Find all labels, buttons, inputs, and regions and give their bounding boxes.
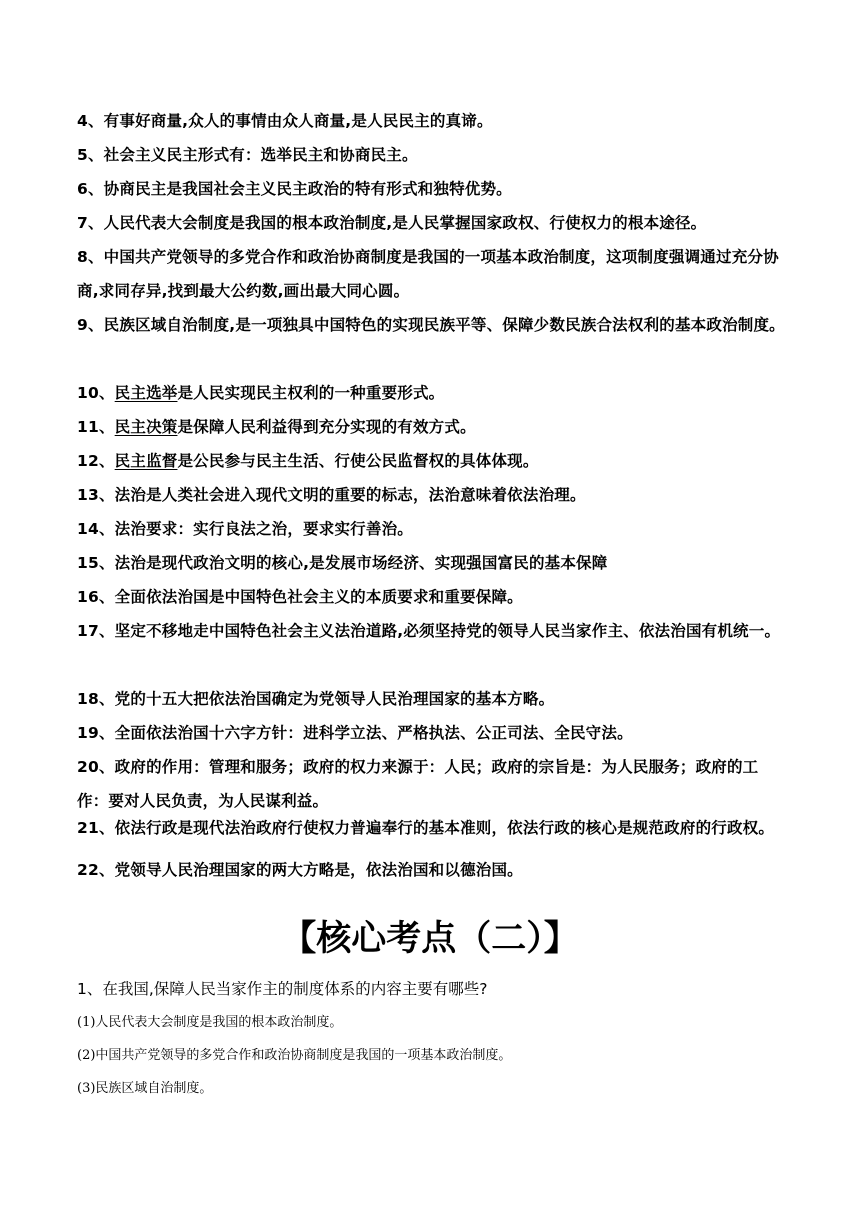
- point-4: 4、有事好商量,众人的事情由众人商量,是人民民主的真谛。: [77, 112, 493, 130]
- point-17: 17、坚定不移地走中国特色社会主义法治道路,必须坚持党的领导人民当家作主、依法治国有机统一。: [77, 622, 781, 640]
- point-10-number: 10、: [77, 384, 115, 402]
- point-11-keyword: 民主决策: [114, 418, 178, 436]
- point-10-keyword: 民主选举: [114, 384, 178, 402]
- point-9: 9、民族区域自治制度,是一项独具中国特色的实现民族平等、保障少数民族合法权利的基本政治制度。: [77, 316, 785, 334]
- point-15: 15、法治是现代政治文明的核心,是发展市场经济、实现强国富民的基本保障: [77, 554, 608, 572]
- point-10-text: 是人民实现民主权利的一种重要形式。: [177, 384, 445, 402]
- point-7: 7、人民代表大会制度是我国的根本政治制度,是人民掌握国家政权、行使权力的根本途径。: [77, 214, 707, 232]
- point-14: 14、法治要求：实行良法之治，要求实行善治。: [77, 520, 413, 538]
- point-19: 19、全面依法治国十六字方针：进科学立法、严格执法、公正司法、全民守法。: [77, 724, 633, 742]
- point-18: 18、党的十五大把依法治国确定为党领导人民治理国家的基本方略。: [77, 690, 555, 708]
- point-13: 13、法治是人类社会进入现代文明的重要的标志，法治意味着依法治理。: [77, 486, 586, 504]
- point-11-text: 是保障人民利益得到充分实现的有效方式。: [177, 418, 476, 436]
- point-12-number: 12、: [77, 452, 115, 470]
- point-12-keyword: 民主监督: [114, 452, 178, 470]
- answer-1: (1)人民代表大会制度是我国的根本政治制度。: [77, 1015, 343, 1030]
- section-title: 【核心考点（二）】: [281, 919, 579, 959]
- point-6: 6、协商民主是我国社会主义民主政治的特有形式和独特优势。: [77, 180, 512, 198]
- point-16: 16、全面依法治国是中国特色社会主义的本质要求和重要保障。: [77, 588, 523, 606]
- point-11-number: 11、: [77, 418, 115, 436]
- point-22: 22、党领导人民治理国家的两大方略是，依法治国和以德治国。: [77, 861, 523, 879]
- point-5: 5、社会主义民主形式有：选举民主和协商民主。: [77, 146, 418, 164]
- point-10: [77, 376, 789, 410]
- point-8: 8、中国共产党领导的多党合作和政治协商制度是我国的一项基本政治制度，这项制度强调通过充分协商,求同存异,找到最大公约数,画出最大同心圆。: [77, 248, 779, 300]
- point-20: 20、政府的作用：管理和服务；政府的权力来源于：人民；政府的宗旨是：为人民服务；政府的工作：要对人民负责，为人民谋利益。: [77, 758, 759, 810]
- point-21: 21、依法行政是现代法治政府行使权力普遍奉行的基本准则，依法行政的核心是规范政府的行政权。: [77, 819, 775, 837]
- answer-3: (3)民族区域自治制度。: [77, 1081, 213, 1096]
- question-1: 1、在我国,保障人民当家作主的制度体系的内容主要有哪些?: [77, 980, 488, 998]
- point-12: [77, 444, 789, 478]
- point-12-text: 是公民参与民主生活、行使公民监督权的具体体现。: [177, 452, 539, 470]
- point-11: [77, 410, 789, 444]
- answer-2: (2)中国共产党领导的多党合作和政治协商制度是我国的一项基本政治制度。: [77, 1048, 512, 1063]
